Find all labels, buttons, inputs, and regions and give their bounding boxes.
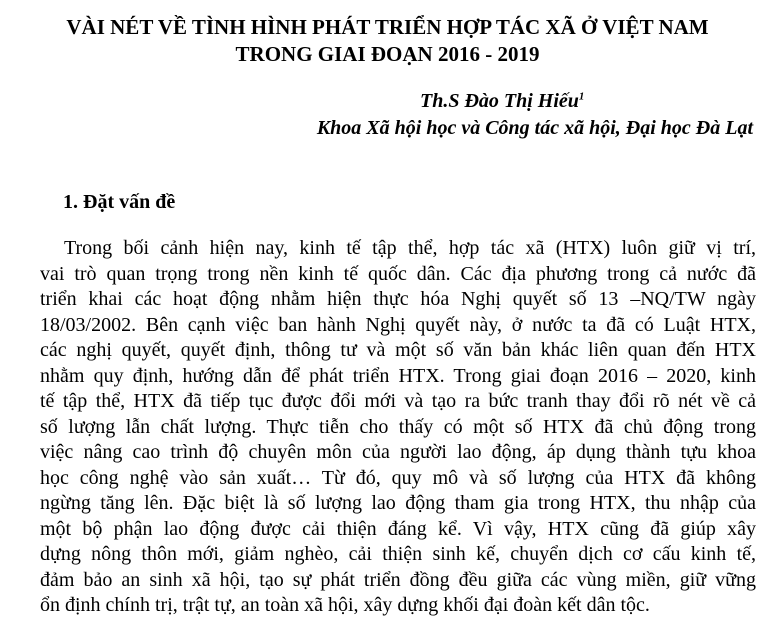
author-name-text: Th.S Đào Thị Hiếu [420,90,579,112]
paragraph-line: tế tập thể, HTX đã tiếp tục được đổi mới và tạo ra bức tranh thay đổi rõ nét về cả [40,390,756,412]
paragraph-line: số lượng lẫn chất lượng. Thực tiễn cho thấy có một số HTX đã chủ động trong [40,415,756,438]
paragraph-line: ngừng tăng lên. Đặc biệt là số lượng lao động tham gia trong HTX, thu nhập của [40,492,756,514]
paragraph-line: dựng nông thôn mới, giảm nghèo, cải thiện sinh kế, chuyển dịch cơ cấu kinh tế, [40,543,756,565]
section-heading: 1. Đặt vấn đề [63,191,176,213]
footnote-mark: 1 [578,90,585,103]
paragraph-line: ổn định chính trị, trật tự, an toàn xã hội, xây dựng khối đại đoàn kết dân tộc. [40,594,650,616]
paragraph-line: vai trò quan trọng trong nền kinh tế quốc dân. Các địa phương trong cả nước đã [40,262,756,285]
paragraph-line: 18/03/2002. Bên cạnh việc ban hành Nghị quyết này, ở nước ta đã có Luật HTX, [40,313,756,336]
paragraph-line: một bộ phận lao động được cải thiện đáng kể. Vì vậy, HTX cũng đã giúp xây [40,517,756,540]
paragraph-line: nhằm quy định, hướng dẫn để phát triển HTX. Trong giai đoạn 2016 – 2020, kinh [40,364,756,387]
title-line-2: TRONG GIAI ĐOẠN 2016 - 2019 [235,42,540,66]
author-name [420,90,584,113]
author-affiliation: Khoa Xã hội học và Công tác xã hội, Đại học Đà Lạt [316,117,753,139]
paragraph-line: triển khai các hoạt động nhằm hiện thực hóa Nghị quyết số 13 –NQ/TW ngày [40,288,756,310]
paragraph-line: Trong bối cảnh hiện nay, kinh tế tập thể, hợp tác xã (HTX) luôn giữ vị trí, [64,237,756,259]
section-body [40,236,756,619]
paragraph-line: học công nghệ vào sản xuất… Từ đó, quy mô và số lượng của HTX đã không [40,466,756,489]
document-title [0,14,775,68]
title-line-1: VÀI NÉT VỀ TÌNH HÌNH PHÁT TRIỂN HỢP TÁC XÃ Ở VIỆT NAM [66,15,709,39]
paragraph-line: các nghị quyết, quyết định, thông tư và một số văn bản khác liên quan đến HTX [40,339,756,361]
paragraph-line: việc nâng cao trình độ chuyên môn của người lao động, áp dụng thành tựu khoa [40,441,756,463]
paragraph-line: đảm bảo an sinh xã hội, tạo sự phát triển đồng đều giữa các vùng miền, giữ vững [40,568,756,591]
